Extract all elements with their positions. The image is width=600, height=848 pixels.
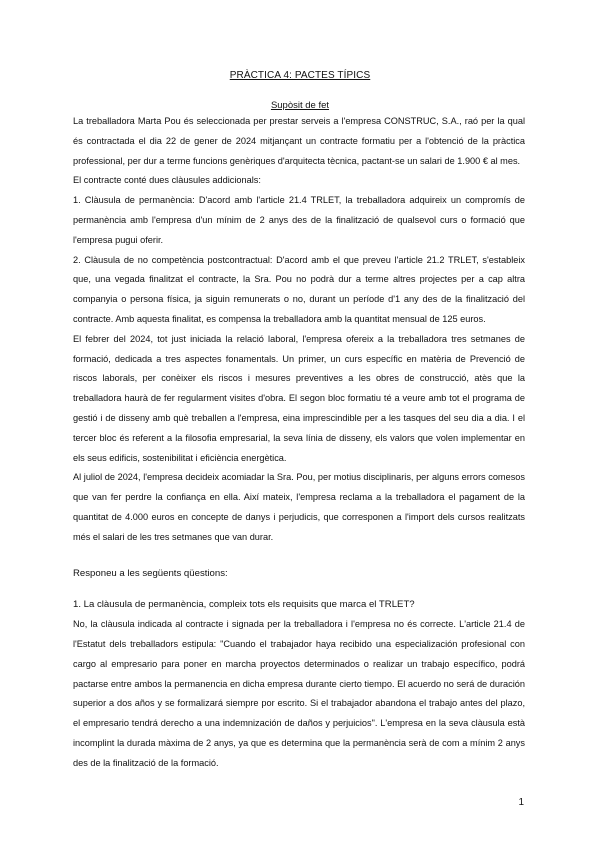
paragraph: 2. Clàusula de no competència postcontractual: D'acord amb el que preveu l'article 21.2 TRLET, s'estableix que, una vegada finalitzat el contracte, la Sra. Pou no podrà dur a terme altres projectes per a cap altra companyia o persona física, ja siguin remunerats o no, durant un període d'1 any des de la finalització del contracte. Amb aquesta finalitat, es compensa la treballadora amb la quantitat mensual de 125 euros. — [73, 254, 525, 324]
paragraph: 1. Clàusula de permanència: D'acord amb l'article 21.4 TRLET, la treballadora adquireix un compromís de permanència amb l'empresa d'un mínim de 2 anys des de la finalització de qualsevol curs o formació que l'empresa pugui oferir. — [73, 195, 525, 245]
paragraph: El contracte conté dues clàusules addicionals: — [73, 175, 261, 186]
document-title: PRÀCTICA 4: PACTES TÍPICS — [229, 70, 371, 81]
questions-intro: Responeu a les següents qüestions: — [73, 567, 228, 579]
paragraph: La treballadora Marta Pou és seleccionada per prestar serveis a l'empresa CONSTRUC, S.A., raó per la qual és contractada el dia 22 de gener de 2024 mitjançant un contracte formatiu per a l'obtenció de la pràctica professional, per dur a terme funcions genèriques d'arquitecta tècnica, pactant-se un salari de 1.900 € al mes. — [73, 116, 525, 166]
paragraph: Al juliol de 2024, l'empresa decideix acomiadar la Sra. Pou, per motius disciplinaris, per alguns errors comesos que van fer perdre la confiança en ella. Així mateix, l'empresa reclama a la treballadora el pagament de la quantitat de 4.000 euros en concepte de danys i perjudicis, que corresponen a l'import dels cursos realitzats més el salari de les tres setmanes que van durar. — [73, 472, 525, 542]
document-body — [73, 112, 525, 774]
page-number: 1 — [518, 797, 524, 808]
paragraph: El febrer del 2024, tot just iniciada la relació laboral, l'empresa ofereix a la treballadora tres setmanes de formació, dedicada a tres aspectes fonamentals. Un primer, un curs específic en matèria de Prevenció de riscos laborals, per conèixer els riscos i mesures preventives a les obres de construcció, atès que la treballadora haurà de fer regularment visites d'obra. El segon bloc formatiu té a veure amb tot el programa de gestió i de disseny amb què treballen a l'empresa, eina imprescindible per a les tasques del seu dia a dia. I el tercer bloc és referent a la filosofia empresarial, la seva línia de disseny, els valors que volen implementar en els seus edificis, sostenibilitat i eficiència energètica. — [73, 333, 525, 463]
question-heading: 1. La clàusula de permanència, compleix tots els requisits que marca el TRLET? — [73, 599, 415, 611]
document-subtitle: Supòsit de fet — [270, 100, 330, 111]
answer-paragraph: No, la clàusula indicada al contracte i signada per la treballadora i l'empresa no és correcte. L'article 21.4 de l'Estatut dels treballadors estipula: "Cuando el trabajador haya recibido una especialización profesional con cargo al empresario para poner en marcha proyectos determinados o realizar un trabajo específico, podrá pactarse entre ambos la permanencia en dicha empresa durante cierto tiempo. El acuerdo no será de duración superior a dos años y se formalizará siempre por escrito. Si el trabajador abandona el trabajo antes del plazo, el empresario tendrá derecho a una indemnización de daños y perjuicios". L'empresa en la seva clàusula està incomplint la durada màxima de 2 anys, ya que es determina que la permanència serà de com a mínim 2 anys des de la finalització de la formació. — [73, 619, 525, 768]
